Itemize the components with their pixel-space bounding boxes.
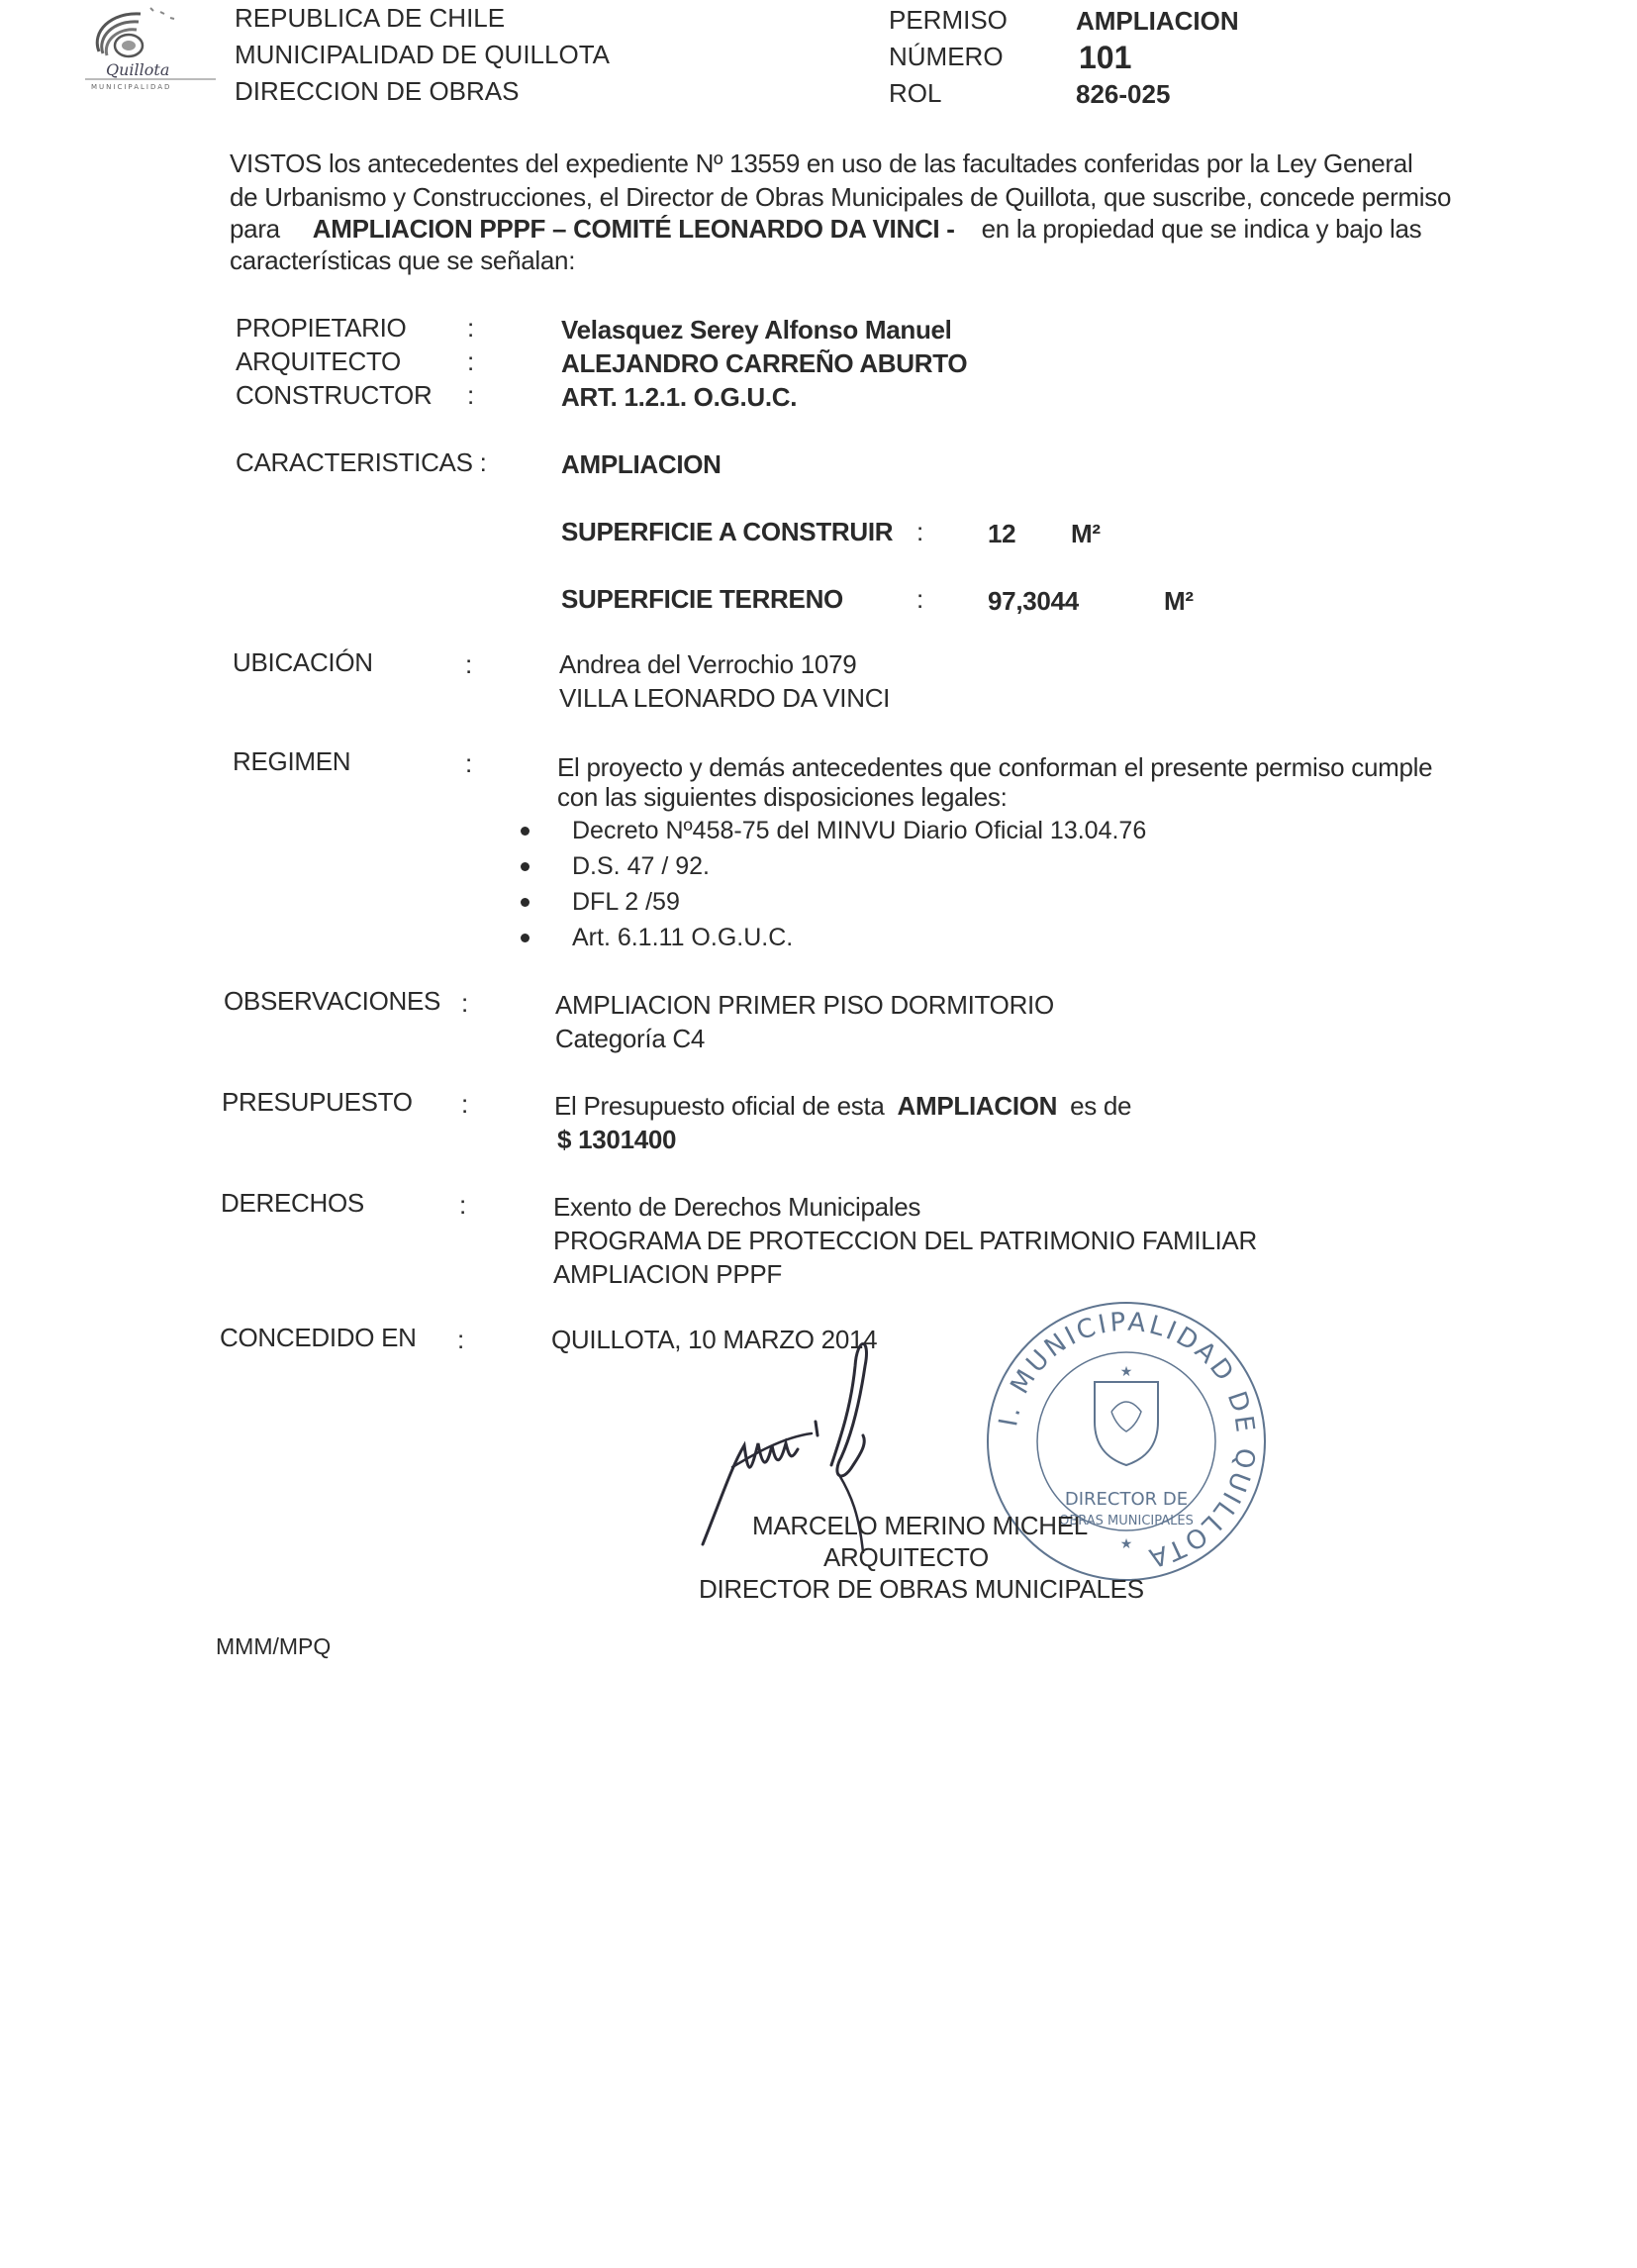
caracteristicas-value: AMPLIACION [561,449,722,479]
signatory-name: MARCELO MERINO MICHEL [752,1511,1088,1540]
derechos-colon: : [459,1190,466,1220]
header-labels [889,2,1008,112]
numero-label: NÚMERO [889,42,1004,71]
intro-location-text: en la propiedad que se indica y bajo las [981,214,1422,244]
list-item: Art. 6.1.11 O.G.U.C. [523,920,1097,955]
svg-text:I. MUNICIPALIDAD DE QUILLOTA: I. MUNICIPALIDAD DE QUILLOTA [994,1307,1261,1574]
municipal-stamp [978,1293,1275,1590]
svg-text:DIRECTOR DE: DIRECTOR DE [1064,1489,1189,1510]
regimen-label: REGIMEN [233,746,351,776]
observaciones-line-1: AMPLIACION PRIMER PISO DORMITORIO [555,990,1054,1020]
header-country: REPUBLICA DE CHILE [235,3,506,33]
bullet-icon [521,827,530,836]
concedido-colon: : [457,1325,464,1354]
ubicacion-line-2: VILLA LEONARDO DA VINCI [559,683,891,713]
superficie-terreno-colon: : [916,584,923,614]
signatory-title: ARQUITECTO [823,1542,989,1572]
numero-value: 101 [1079,40,1132,75]
superficie-construir-colon: : [916,517,923,546]
derechos-line-1: Exento de Derechos Municipales [553,1192,921,1222]
propietario-value: Velasquez Serey Alfonso Manuel [561,315,952,345]
arquitecto-label: ARQUITECTO [236,346,401,376]
intro-para: para [230,214,280,244]
concedido-label: CONCEDIDO EN [220,1323,417,1352]
list-item: D.S. 47 / 92. [523,848,1097,884]
regimen-colon: : [465,748,472,778]
signatory-position: DIRECTOR DE OBRAS MUNICIPALES [699,1574,1144,1604]
intro-line-3 [230,214,1421,245]
list-item: Decreto Nº458-75 del MINVU Diario Oficial 13.04.76 [523,813,1097,848]
presupuesto-type: AMPLIACION [897,1091,1058,1121]
header-department: DIRECCION DE OBRAS [235,76,520,106]
regimen-line-2: con las siguientes disposiciones legales: [557,782,1008,812]
superficie-terreno-unit: M² [1164,586,1194,616]
ubicacion-line-1: Andrea del Verrochio 1079 [559,649,857,679]
intro-line-1: VISTOS los antecedentes del expediente Nº 13559 en uso de las facultades conferidas por la Ley General [230,148,1413,178]
intro-line-2: de Urbanismo y Construcciones, el Director de Obras Municipales de Quillota, que suscribe, concede permiso [230,182,1452,212]
svg-text:Quillota: Quillota [106,60,170,79]
rol-label: ROL [889,78,942,108]
intro-line-4: características que se señalan: [230,246,576,275]
arquitecto-colon: : [467,346,474,376]
bullet-icon [521,898,530,907]
svg-text:★: ★ [1119,1363,1133,1379]
presupuesto-colon: : [461,1089,468,1119]
ubicacion-label: UBICACIÓN [233,647,373,677]
propietario-label: PROPIETARIO [236,313,407,343]
superficie-construir-unit: M² [1071,519,1101,548]
superficie-construir-value: 12 [988,519,1016,548]
arquitecto-value: ALEJANDRO CARREÑO ABURTO [561,348,968,378]
permiso-label: PERMISO [889,5,1008,35]
presupuesto-label: PRESUPUESTO [222,1087,413,1117]
constructor-value: ART. 1.2.1. O.G.U.C. [561,382,798,412]
svg-text:OBRAS MUNICIPALES: OBRAS MUNICIPALES [1059,1514,1194,1528]
municipal-logo [81,2,220,91]
superficie-construir-label: SUPERFICIE A CONSTRUIR [561,517,894,546]
superficie-terreno-value: 97,3044 [988,586,1079,616]
ubicacion-colon: : [465,649,472,679]
bullet-icon [521,862,530,871]
intro-project-name: AMPLIACION PPPF – COMITÉ LEONARDO DA VINCI - [312,214,955,244]
presupuesto-amount: $ 1301400 [557,1125,677,1154]
reference-initials: MMM/MPQ [216,1633,332,1659]
observaciones-colon: : [461,988,468,1018]
concedido-value: QUILLOTA, 10 MARZO 2014 [551,1325,878,1354]
permiso-value: AMPLIACION [1076,6,1239,36]
derechos-label: DERECHOS [221,1188,364,1218]
derechos-line-3: AMPLIACION PPPF [553,1259,782,1289]
regimen-list [523,813,1147,955]
svg-text:★: ★ [1119,1535,1133,1551]
svg-text:MUNICIPALIDAD: MUNICIPALIDAD [91,83,172,91]
header-municipality: MUNICIPALIDAD DE QUILLOTA [235,40,610,69]
superficie-terreno-label: SUPERFICIE TERRENO [561,584,843,614]
observaciones-line-2: Categoría C4 [555,1024,706,1053]
rol-value: 826-025 [1076,79,1171,109]
presupuesto-text [554,1091,1131,1122]
header-institution [235,0,610,110]
bullet-icon [521,934,530,942]
presupuesto-tail: es de [1070,1091,1132,1121]
caracteristicas-label: CARACTERISTICAS : [236,447,487,477]
derechos-line-2: PROGRAMA DE PROTECCION DEL PATRIMONIO FAMILIAR [553,1226,1257,1255]
regimen-line-1: El proyecto y demás antecedentes que conforman el presente permiso cumple [557,752,1433,782]
list-item: DFL 2 /59 [523,884,1097,920]
propietario-colon: : [467,313,474,343]
constructor-label: CONSTRUCTOR [236,380,433,410]
constructor-colon: : [467,380,474,410]
presupuesto-intro: El Presupuesto oficial de esta [554,1091,885,1121]
observaciones-label: OBSERVACIONES [224,986,441,1016]
